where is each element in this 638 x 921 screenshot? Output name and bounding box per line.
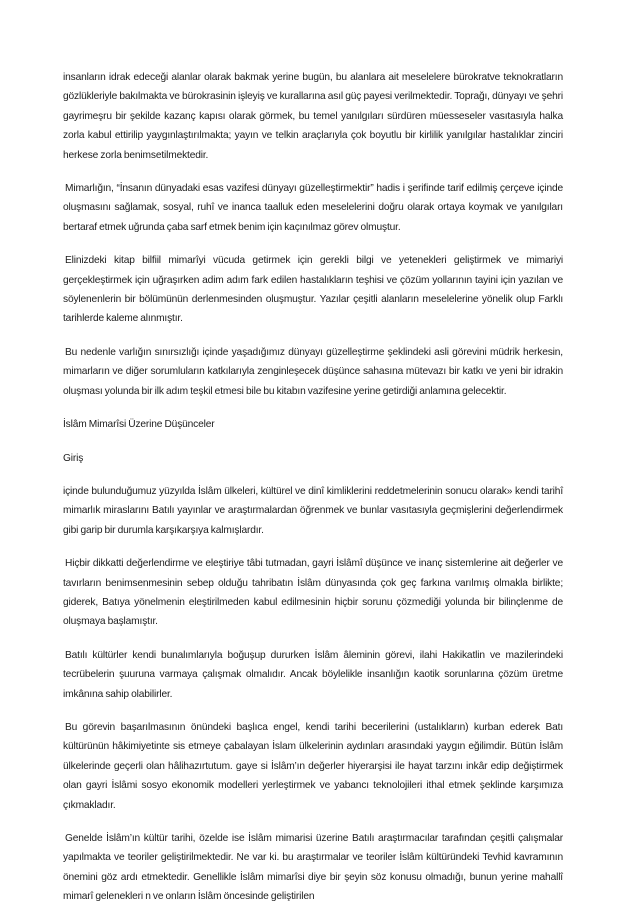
section-title: İslâm Mimarîsi Üzerine Düşünceler bbox=[63, 419, 215, 431]
paragraph-architecture-duty: Mimarlığın, “İnsanın dünyadaki esas vazifesi dünyayı güzelleştirmektir” hadis i şerifinde tarif edilmiş çerçeve içinde oluşmasını sağlamak, sosyal, ruhî ve inanca taalluk eden meselelerini doğru olarak ortaya koymak ve yanılgıları bertaraf etmek uğrunda çaba sarf etmek benim için kaçınılmaz görev olmuştur. bbox=[63, 183, 563, 233]
paragraph-cultural-history: Genelde İslâm’ın kültür tarihi, özelde ise İslâm mimarisi üzerine Batılı araştırmacılar tarafından çeşitli çalışmalar yapılmakta ve teoriler geliştirilmektedir. Ne var ki. bu araştırmalar ve teoriler İslâm kültüründeki Tevhid kavramının önemini göz ardı etmektedir. Genellikle İslâm mimarîsi diye bir şeyin söz konusu olmadığı, bunun yerine mahallî mimarî gelenekleri n ve onların İslâm öncesinde geliştirilen bbox=[63, 833, 563, 903]
paragraph-western-cultures: Batılı kültürler kendi bunalımlarıyla boğuşup dururken İslâm âleminin görevi, ilahi Hakikatlin ve mazilerindeki tecrübelerin şuuruna varmaya çalışmak olmalıdır. Ancak böylelikle insanlığın kaotik sorunlarına çözüm üretme imkânına sahip olabilirler. bbox=[63, 649, 563, 700]
paragraph-islamic-countries: içinde bulunduğumuz yüzyılda İslâm ülkeleri, kültürel ve dinî kimliklerini reddetmelerinin sonucu olarak» kendi tarihî mimarlık miraslarını Batılı yayınlar ve araştırmalardan öğrenmek ve bunlar vasıtasıyla geçmişlerini değerlendirmek gibi garip bir durumla karşıkarşıya kalmışlardır. bbox=[63, 485, 563, 536]
paragraph-intro-continuation: insanların idrak edeceği alanlar olarak bakmak yerine bugün, bu alanlara ait meselelere bürokratve teknokratların gözlükleriyle bakılmakta ve bürokrasinin işleyiş ve kurallarına asıl güç payesi verilmektedir. Toprağı, dünyayı ve şehri gayrimeşru bir şekilde kazanç kapısı olarak görmek, bu temel yanılgıları sürdüren müesseseler vasıtasıyla halka zorla kabul ettirilip yaygınlaştırılmakta; yayın ve telkin araçlarıyla çok boyutlu bir kirlilik yanılgılar hastalıklar zinciri herkese zorla benimsetilmektedir. bbox=[63, 72, 563, 161]
paragraph-critical-evaluation: Hiçbir dikkatti değerlendirme ve eleştiriye tâbi tutmadan, gayri İslâmî düşünce ve inanç sistemlerine ait değerler ve tavırların benimsenmesinin sebep olduğu tahribatın İslâm dünyasında çok geç farkına varılmış olmakla birlikte; giderek, Batıya yönelmenin eleştirilmeden kabul edilmesinin hiçbir sorunu çözmediği yolunda bir bilinçlenme de oluşmaya başlamıştır. bbox=[63, 558, 563, 628]
paragraph-book-purpose: Bu nedenle varlığın sınırsızlığı içinde yaşadığımız dünyayı güzelleştirme şeklindeki asli görevini müdrik herkesin, mimarların ve diğer sorumluların katkılarıyla zenginleşecek düşünce sahasına mütevazı bir katkı ve yeni bir idrakin oluşması yolunda bir ilk adım teşkil etmesi bile bu kitabın vazifesine yerine getirdiği anlamına gelecektir. bbox=[63, 346, 563, 397]
document-page bbox=[63, 68, 563, 921]
paragraph-main-obstacle: Bu görevin başarılmasının önündeki başlıca engel, kendi tarihi becerilerini (ustalıkların) kurban ederek Batı kültürünün hâkimiyetinte sis etmeye çabalayan İslam ülkelerinin aydınları arasındaki yaygın eğilimdir. Bütün İslâm ülkelerinde geçerli olan hâlihazırtutum. gaye si İslâm’ın değerler hiyerarşisi ile hayat tarzını inkâr edip değiştirmek olan gayri İslâmi sosyo ekonomik modelleri yerleştirmek ve yabancı teknolojileri ithal etmek şeklinde karşımıza çıkmakladır. bbox=[63, 721, 563, 811]
paragraph-book-origin: Elinizdeki kitap bilfiil mimarîyi vücuda getirmek için gerekli bilgi ve yetenekleri geliştirmek ve mimariyi gerçekleştirmek için uğraşırken adim adım fark edilen hastalıkların teşhisi ve çözüm yollarının tayini için yazılan ve söylenenlerin bir bölümünün derlenmesinden oluşmuştur. Yazılar çeşitli alanların meselelerine yönelik olup Farklı tarihlerde kaleme alınmıştır. bbox=[63, 255, 563, 325]
section-subtitle: Giriş bbox=[63, 452, 84, 464]
